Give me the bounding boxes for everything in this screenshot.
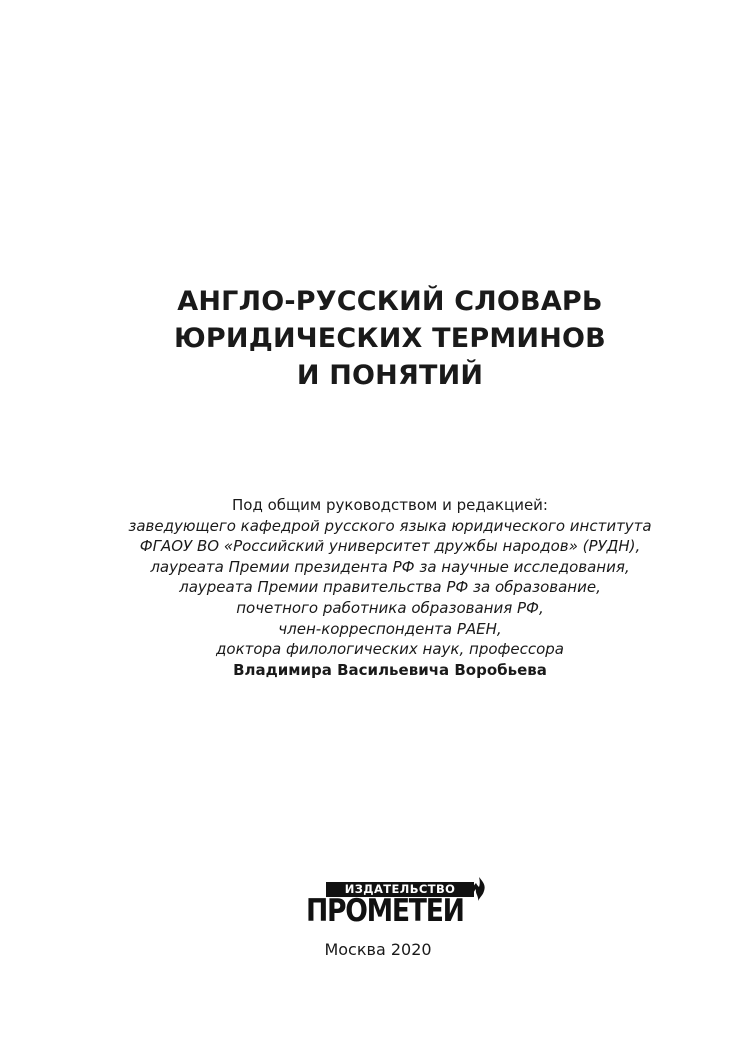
editor-credential-line-7: доктора филологических наук, профессора (216, 640, 564, 659)
publisher-logo (298, 876, 488, 936)
flame-icon (470, 876, 488, 902)
editor-credential-line-3: лауреата Премии президента РФ за научные исследования, (150, 557, 630, 576)
publisher-banner: ИЗДАТЕЛЬСТВО (326, 882, 474, 897)
editor-name: Владимира Васильевича Воробьева (233, 660, 547, 679)
city-year: Москва 2020 (324, 940, 432, 959)
editor-credential-line-5: почетного работника образования РФ, (236, 598, 544, 617)
book-title-line-2: ЮРИДИЧЕСКИХ ТЕРМИНОВ (174, 323, 606, 354)
editor-credential-line-2: ФГАОУ ВО «Российский университет дружбы народов» (РУДН), (139, 537, 641, 556)
book-title-line-3: И ПОНЯТИЙ (296, 360, 484, 391)
editorial-block (80, 495, 700, 680)
editor-credential-line-1: заведующего кафедрой русского языка юридического института (128, 516, 652, 535)
editorial-intro: Под общим руководством и редакцией: (232, 496, 548, 514)
book-title (60, 283, 720, 394)
book-title-line-1: АНГЛО-РУССКИЙ СЛОВАРЬ (177, 286, 603, 317)
editor-credential-line-4: лауреата Премии правительства РФ за образование, (179, 578, 601, 597)
publisher-name: ПРОМЕТЕЙ (306, 893, 464, 929)
editor-credential-line-6: член-корреспондента РАЕН, (278, 619, 502, 638)
